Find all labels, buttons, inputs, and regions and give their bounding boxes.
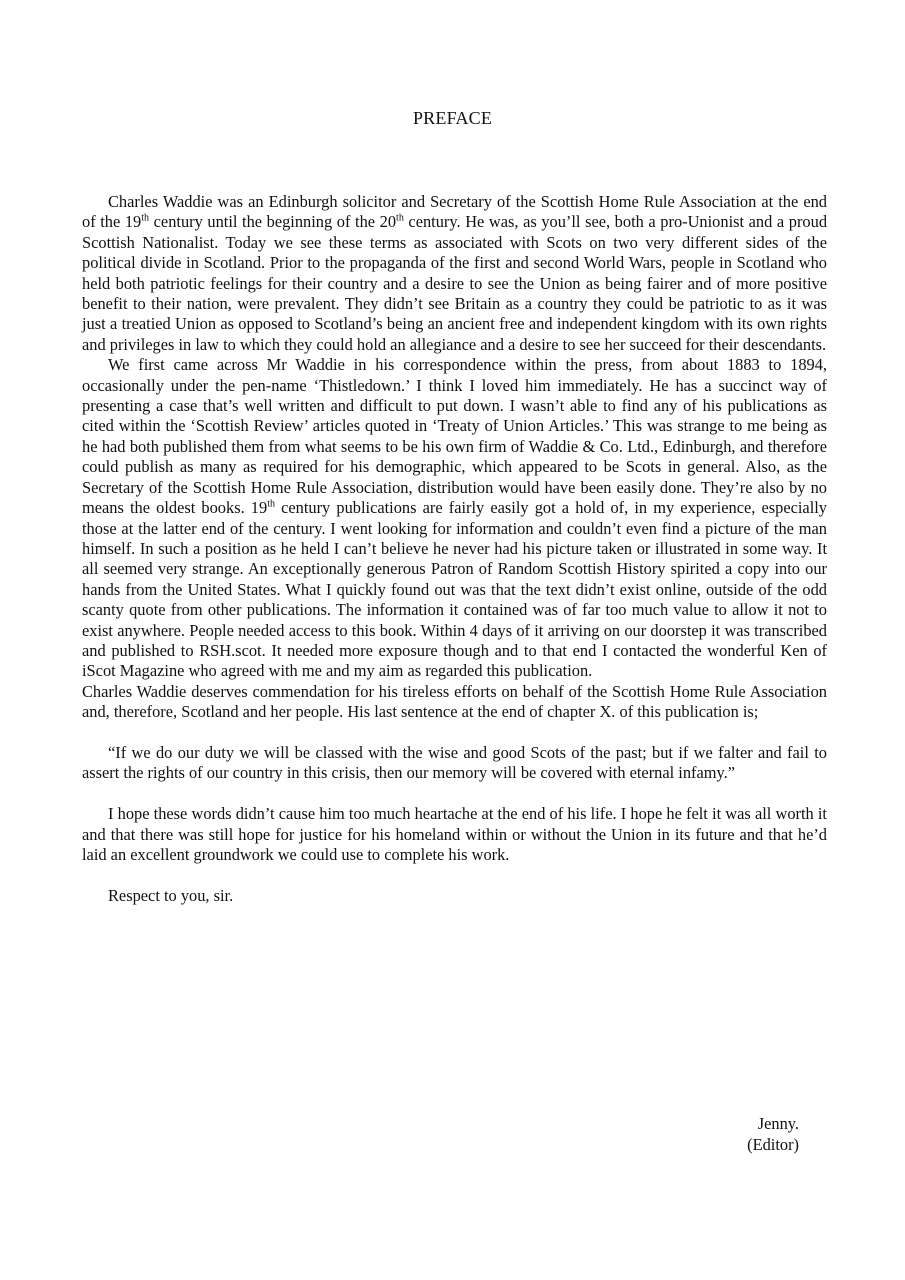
paragraph-1-text-b: century until the beginning of the 20 bbox=[149, 212, 397, 232]
paragraph-2-text-b: century publications are fairly easily got a hold of, in my experience, especially those at the latter end of the century. I went looking for information and couldn’t even find a picture of the man himself. In such a position as he held I can’t believe he never had his picture taken or illustrated in some way. It all seemed very strange. An exceptionally generous Patron of Random Scottish History spirited a copy into our hands from the United States. What I quickly found out was that the text didn’t exist online, outside of the odd scanty quote from other publications. The information it contained was of far too much value to allow it not to exist anywhere. People needed access to this book. Within 4 days of it arriving on our doorstep it was transcribed and published to RSH.scot. It needed more exposure though and to that end I contacted the wonderful Ken of iScot Magazine who agreed with me and my aim as regarded this publication. bbox=[82, 498, 827, 681]
signature-role: (Editor) bbox=[747, 1135, 799, 1154]
signature-name: Jenny. bbox=[757, 1114, 799, 1133]
spacer bbox=[82, 723, 827, 743]
ordinal-superscript: th bbox=[141, 212, 150, 224]
page-title: PREFACE bbox=[412, 108, 493, 128]
ordinal-superscript: th bbox=[396, 212, 404, 224]
ordinal-superscript: th bbox=[267, 498, 275, 510]
quote-paragraph: “If we do our duty we will be classed with the wise and good Scots of the past; but if we falter and fail to assert the rights of our country in this crisis, then our memory will be covered with eternal infamy.” bbox=[82, 742, 827, 783]
paragraph-1 bbox=[82, 192, 827, 355]
paragraph-5: Respect to you, sir. bbox=[108, 885, 234, 905]
preface-body bbox=[82, 192, 827, 906]
paragraph-3: Charles Waddie deserves commendation for his tireless efforts on behalf of the Scottish Home Rule Association and, therefore, Scotland and her people. His last sentence at the end of chapter X. of this publication is; bbox=[82, 681, 827, 722]
spacer bbox=[82, 784, 827, 804]
signature-block bbox=[747, 1113, 799, 1155]
paragraph-4: I hope these words didn’t cause him too much heartache at the end of his life. I hope he felt it was all worth it and that there was still hope for justice for his homeland within or without the Union in its future and that he’d laid an excellent groundwork we could use to complete his work. bbox=[82, 804, 827, 864]
paragraph-2 bbox=[82, 355, 827, 682]
paragraph-1-text-a: Charles Waddie was an Edinburgh solicitor and Secretary of the Scottish Home Rule Association at the end of the 19 bbox=[82, 192, 827, 232]
spacer bbox=[82, 865, 827, 885]
paragraph-1-text-c: century. He was, as you’ll see, both a pro-Unionist and a proud Scottish Nationalist. Today we see these terms as associated with Scots on two very different sides of the political divide in Scotland. Prior to the propaganda of the first and second World Wars, people in Scotland who held both patriotic feelings for their country and a desire to see the Union as being fairer and of more positive benefit to their nation, were prevalent. They didn’t see Britain as a country they could be patriotic to as it was just a treatied Union as opposed to Scotland’s being an ancient free and independent kingdom with its own rights and privileges in law to which they could hold an allegiance and a desire to see her succeed for their descendants. bbox=[82, 212, 828, 354]
paragraph-2-text-a: We first came across Mr Waddie in his correspondence within the press, from about 1883 to 1894, occasionally under the pen-name ‘Thistledown.’ I think I loved him immediately. He has a succinct way of presenting a case that’s well written and difficult to put down. I wasn’t able to find any of his publications as cited within the ‘Scottish Review’ articles quoted in ‘Treaty of Union Articles.’ This was strange to me being as he had both published them from what seems to be his own firm of Waddie & Co. Ltd., Edinburgh, and therefore could publish as many as required for his demographic, which appeared to be Scots in general. Also, as the Secretary of the Scottish Home Rule Association, distribution would have been easily done. They’re also by no means the oldest books. 19 bbox=[82, 355, 827, 518]
